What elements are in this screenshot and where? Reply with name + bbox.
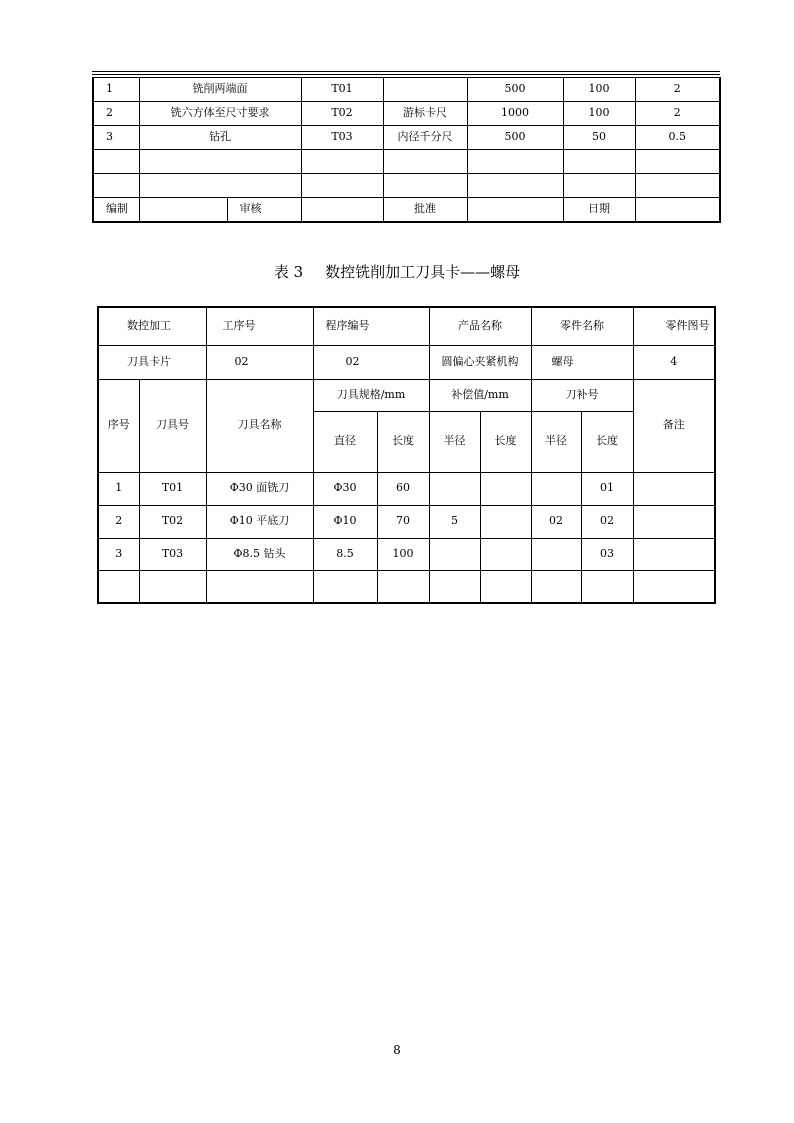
program-no-label: 程序编号 xyxy=(313,307,429,345)
cell-offset-radius xyxy=(531,472,581,505)
cell-empty xyxy=(93,174,139,198)
cell-content: 钻孔 xyxy=(139,126,301,150)
cell-seq: 2 xyxy=(98,505,139,538)
col-spec: 刀具规格/mm xyxy=(313,379,429,411)
table-row xyxy=(98,505,715,538)
cell-empty xyxy=(301,174,383,198)
process-no-label: 工序号 xyxy=(206,307,313,345)
cell-length: 60 xyxy=(377,472,429,505)
cell-offset-length: 03 xyxy=(581,538,633,570)
col-offset-no: 刀补号 xyxy=(531,379,633,411)
cell-empty xyxy=(467,150,563,174)
cell-remarks xyxy=(633,505,715,538)
header-rule-secondary xyxy=(92,74,720,75)
cell-empty xyxy=(377,570,429,603)
table-row xyxy=(98,472,715,505)
cell-tool-no: T02 xyxy=(139,505,206,538)
cell-empty xyxy=(635,174,720,198)
cell-depth: 2 xyxy=(635,78,720,102)
process-table xyxy=(92,77,721,223)
cell-empty xyxy=(139,174,301,198)
product-name-label: 产品名称 xyxy=(429,307,531,345)
cell-diameter: 8.5 xyxy=(313,538,377,570)
cell-empty xyxy=(563,150,635,174)
approve-label: 批准 xyxy=(383,198,467,223)
cell-comp-length xyxy=(480,505,531,538)
cell-empty xyxy=(206,570,313,603)
table-row xyxy=(93,126,720,150)
cell-empty xyxy=(139,570,206,603)
cell-speed: 1000 xyxy=(467,102,563,126)
review-label: 审核 xyxy=(227,198,301,223)
cell-content: 铣削两端面 xyxy=(139,78,301,102)
cell-tool-no: T01 xyxy=(139,472,206,505)
cell-remarks xyxy=(633,538,715,570)
date-value xyxy=(635,198,720,223)
cell-offset-length: 01 xyxy=(581,472,633,505)
cell-empty xyxy=(383,174,467,198)
table-row xyxy=(98,538,715,570)
table-row xyxy=(93,78,720,102)
tool-card-table xyxy=(97,306,716,604)
col-comp-radius: 半径 xyxy=(429,411,480,472)
cell-comp-radius: 5 xyxy=(429,505,480,538)
card-title-top: 数控加工 xyxy=(98,307,206,345)
compile-label: 编制 xyxy=(93,198,139,223)
col-compensation: 补偿值/mm xyxy=(429,379,531,411)
cell-empty xyxy=(93,150,139,174)
cell-feed: 50 xyxy=(563,126,635,150)
cell-seq: 3 xyxy=(93,126,139,150)
cell-empty xyxy=(467,174,563,198)
cell-remarks xyxy=(633,472,715,505)
cell-offset-radius xyxy=(531,538,581,570)
table-row xyxy=(98,570,715,603)
product-name-value: 圆偏心夹紧机构 xyxy=(429,345,531,379)
col-tool-name: 刀具名称 xyxy=(206,379,313,472)
table-row xyxy=(93,102,720,126)
col-offset-length: 长度 xyxy=(581,411,633,472)
cell-comp-length xyxy=(480,472,531,505)
cell-gauge: 内径千分尺 xyxy=(383,126,467,150)
cell-content: 铣六方体至尺寸要求 xyxy=(139,102,301,126)
cell-tool: T01 xyxy=(301,78,383,102)
cell-seq: 1 xyxy=(98,472,139,505)
cell-tool-name: Φ10 平底刀 xyxy=(206,505,313,538)
drawing-no-label: 零件图号 xyxy=(633,307,715,345)
part-name-value: 螺母 xyxy=(531,345,633,379)
date-label: 日期 xyxy=(563,198,635,223)
cell-seq: 2 xyxy=(93,102,139,126)
signature-row xyxy=(93,198,720,223)
header-rule xyxy=(92,71,720,72)
table-caption xyxy=(0,261,794,282)
col-offset-radius: 半径 xyxy=(531,411,581,472)
cell-diameter: Φ30 xyxy=(313,472,377,505)
card-title-bottom: 刀具卡片 xyxy=(98,345,206,379)
cell-comp-radius xyxy=(429,472,480,505)
process-no-value: 02 xyxy=(206,345,313,379)
cell-empty xyxy=(383,150,467,174)
cell-depth: 0.5 xyxy=(635,126,720,150)
cell-feed: 100 xyxy=(563,102,635,126)
cell-empty xyxy=(139,150,301,174)
cell-comp-radius xyxy=(429,538,480,570)
cell-seq: 1 xyxy=(93,78,139,102)
part-name-label: 零件名称 xyxy=(531,307,633,345)
cell-empty xyxy=(633,570,715,603)
header-row-values xyxy=(98,345,715,379)
cell-gauge: 游标卡尺 xyxy=(383,102,467,126)
cell-empty xyxy=(429,570,480,603)
cell-offset-radius: 02 xyxy=(531,505,581,538)
cell-empty xyxy=(531,570,581,603)
col-comp-length: 长度 xyxy=(480,411,531,472)
cell-tool-no: T03 xyxy=(139,538,206,570)
caption-number: 表 3 xyxy=(273,263,304,281)
cell-depth: 2 xyxy=(635,102,720,126)
cell-seq: 3 xyxy=(98,538,139,570)
col-tool-no: 刀具号 xyxy=(139,379,206,472)
col-diameter: 直径 xyxy=(313,411,377,472)
cell-tool-name: Φ8.5 钻头 xyxy=(206,538,313,570)
cell-length: 100 xyxy=(377,538,429,570)
table-row xyxy=(93,150,720,174)
cell-empty xyxy=(635,150,720,174)
col-seq: 序号 xyxy=(98,379,139,472)
col-remarks: 备注 xyxy=(633,379,715,472)
header-row-labels xyxy=(98,307,715,345)
cell-empty xyxy=(301,150,383,174)
cell-empty xyxy=(313,570,377,603)
cell-empty xyxy=(98,570,139,603)
caption-title: 数控铣削加工刀具卡——螺母 xyxy=(325,263,521,281)
drawing-no-value: 4 xyxy=(633,345,715,379)
cell-speed: 500 xyxy=(467,78,563,102)
approve-value xyxy=(467,198,563,223)
cell-tool: T03 xyxy=(301,126,383,150)
cell-diameter: Φ10 xyxy=(313,505,377,538)
compile-value xyxy=(139,198,227,223)
table-row xyxy=(93,174,720,198)
cell-speed: 500 xyxy=(467,126,563,150)
column-header-row xyxy=(98,379,715,411)
cell-length: 70 xyxy=(377,505,429,538)
col-length: 长度 xyxy=(377,411,429,472)
program-no-value: 02 xyxy=(313,345,429,379)
cell-tool-name: Φ30 面铣刀 xyxy=(206,472,313,505)
cell-empty xyxy=(480,570,531,603)
cell-empty xyxy=(563,174,635,198)
cell-offset-length: 02 xyxy=(581,505,633,538)
review-value xyxy=(301,198,383,223)
cell-comp-length xyxy=(480,538,531,570)
cell-feed: 100 xyxy=(563,78,635,102)
cell-tool: T02 xyxy=(301,102,383,126)
cell-empty xyxy=(581,570,633,603)
cell-gauge xyxy=(383,78,467,102)
page-number: 8 xyxy=(393,1043,401,1057)
